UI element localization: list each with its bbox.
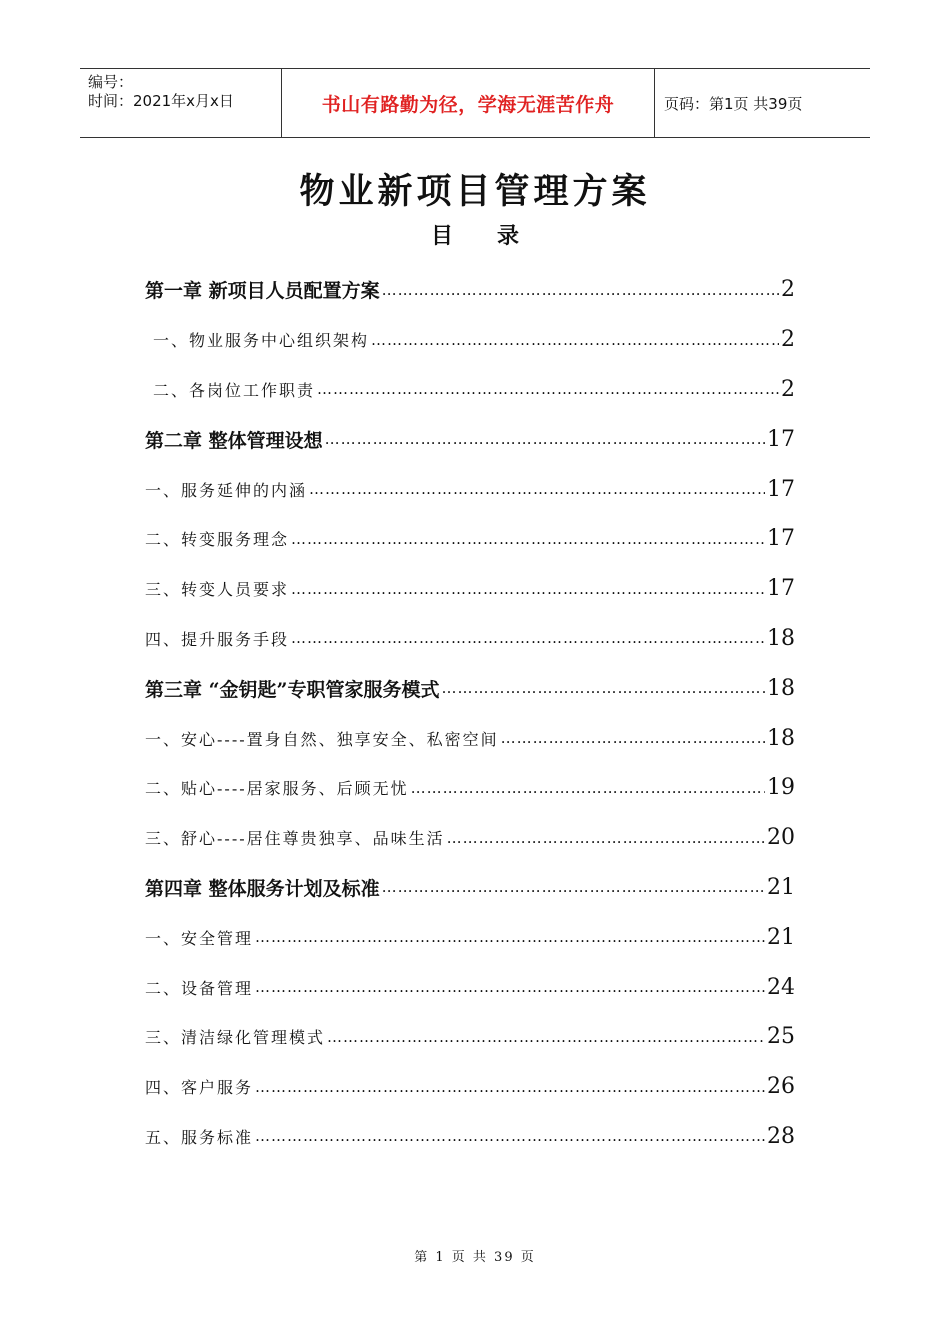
toc-entry-page: 28 [767, 1123, 795, 1149]
toc-entry-page: 19 [767, 775, 795, 801]
header-table [80, 68, 870, 138]
toc-entry[interactable] [145, 1112, 795, 1162]
toc-entry[interactable] [145, 365, 795, 415]
table-of-contents [145, 265, 795, 1161]
toc-entry[interactable] [145, 414, 795, 464]
toc-entry-label: 四、客户服务 [145, 1078, 254, 1098]
toc-entry-label: 二、贴心----居家服务、后顾无忧 [145, 779, 409, 799]
toc-entry-label: 第二章 整体管理设想 [145, 429, 323, 452]
toc-entry[interactable] [145, 912, 795, 962]
header-motto: 书山有路勤为径，学海无涯苦作舟 [282, 69, 655, 137]
toc-entry-label: 一、安心----置身自然、独享安全、私密空间 [145, 729, 499, 749]
toc-entry-page: 17 [767, 576, 795, 602]
toc-entry-label: 第三章 “金钥匙”专职管家服务模式 [145, 678, 440, 701]
toc-leader-dots [327, 1028, 765, 1046]
toc-heading: 目录 [430, 223, 563, 249]
header-page-info: 页码：第1页 共39页 [664, 94, 803, 113]
toc-entry-page: 2 [781, 277, 795, 303]
toc-leader-dots [371, 331, 779, 349]
toc-leader-dots [291, 580, 765, 598]
toc-entry[interactable] [145, 962, 795, 1012]
toc-entry-label: 一、服务延伸的内涵 [145, 480, 308, 500]
toc-entry-page: 24 [767, 974, 795, 1000]
toc-entry-page: 26 [767, 1074, 795, 1100]
toc-entry[interactable] [145, 315, 795, 365]
document-title: 物业新项目管理方案 [299, 171, 651, 212]
toc-entry-label: 三、清洁绿化管理模式 [145, 1028, 326, 1048]
toc-leader-dots [501, 729, 765, 747]
toc-entry-label: 三、转变人员要求 [145, 580, 290, 600]
toc-entry-label: 二、转变服务理念 [145, 530, 290, 550]
toc-leader-dots [325, 430, 765, 448]
toc-leader-dots [317, 380, 779, 398]
header-meta-cell [80, 69, 282, 137]
document-time-label: 时间：2021年x月x日 [88, 92, 234, 110]
toc-leader-dots [291, 629, 765, 647]
toc-entry-page: 17 [767, 476, 795, 502]
toc-entry-page: 21 [767, 874, 795, 900]
toc-entry[interactable] [145, 713, 795, 763]
toc-entry-page: 21 [767, 924, 795, 950]
toc-entry[interactable] [145, 1012, 795, 1062]
toc-entry[interactable] [145, 763, 795, 813]
toc-entry-label: 第一章 新项目人员配置方案 [145, 280, 380, 303]
toc-entry-page: 20 [767, 825, 795, 851]
toc-entry-label: 一、物业服务中心组织架构 [153, 331, 370, 351]
toc-entry-page: 18 [767, 725, 795, 751]
toc-entry-page: 17 [767, 426, 795, 452]
toc-entry-page: 2 [781, 376, 795, 402]
toc-entry-label: 二、各岗位工作职责 [153, 380, 316, 400]
toc-entry[interactable] [145, 813, 795, 863]
toc-entry-label: 四、提升服务手段 [145, 629, 290, 649]
document-number-label: 编号： [88, 73, 134, 91]
toc-leader-dots [411, 779, 765, 797]
toc-leader-dots [255, 978, 765, 996]
toc-entry[interactable] [145, 1062, 795, 1112]
toc-entry-page: 18 [767, 675, 795, 701]
toc-entry[interactable] [145, 564, 795, 614]
toc-entry-label: 三、舒心----居住尊贵独享、品味生活 [145, 829, 445, 849]
toc-entry[interactable] [145, 464, 795, 514]
toc-leader-dots [447, 829, 765, 847]
toc-entry-label: 第四章 整体服务计划及标准 [145, 877, 380, 900]
toc-entry-label: 五、服务标准 [145, 1127, 254, 1147]
toc-leader-dots [441, 679, 765, 697]
toc-leader-dots [309, 480, 765, 498]
toc-leader-dots [255, 1127, 765, 1145]
toc-entry[interactable] [145, 663, 795, 713]
toc-entry-label: 一、安全管理 [145, 928, 254, 948]
toc-leader-dots [255, 1078, 765, 1096]
toc-entry[interactable] [145, 265, 795, 315]
toc-entry[interactable] [145, 863, 795, 913]
toc-entry[interactable] [145, 614, 795, 664]
toc-entry-page: 25 [767, 1024, 795, 1050]
toc-entry-page: 18 [767, 625, 795, 651]
toc-leader-dots [382, 281, 779, 299]
toc-leader-dots [382, 878, 765, 896]
toc-leader-dots [291, 530, 765, 548]
toc-entry-page: 2 [781, 327, 795, 353]
toc-leader-dots [255, 928, 765, 946]
toc-entry-label: 二、设备管理 [145, 978, 254, 998]
toc-entry[interactable] [145, 514, 795, 564]
page-footer: 第 1 页 共 39 页 [414, 1250, 536, 1265]
toc-entry-page: 17 [767, 526, 795, 552]
